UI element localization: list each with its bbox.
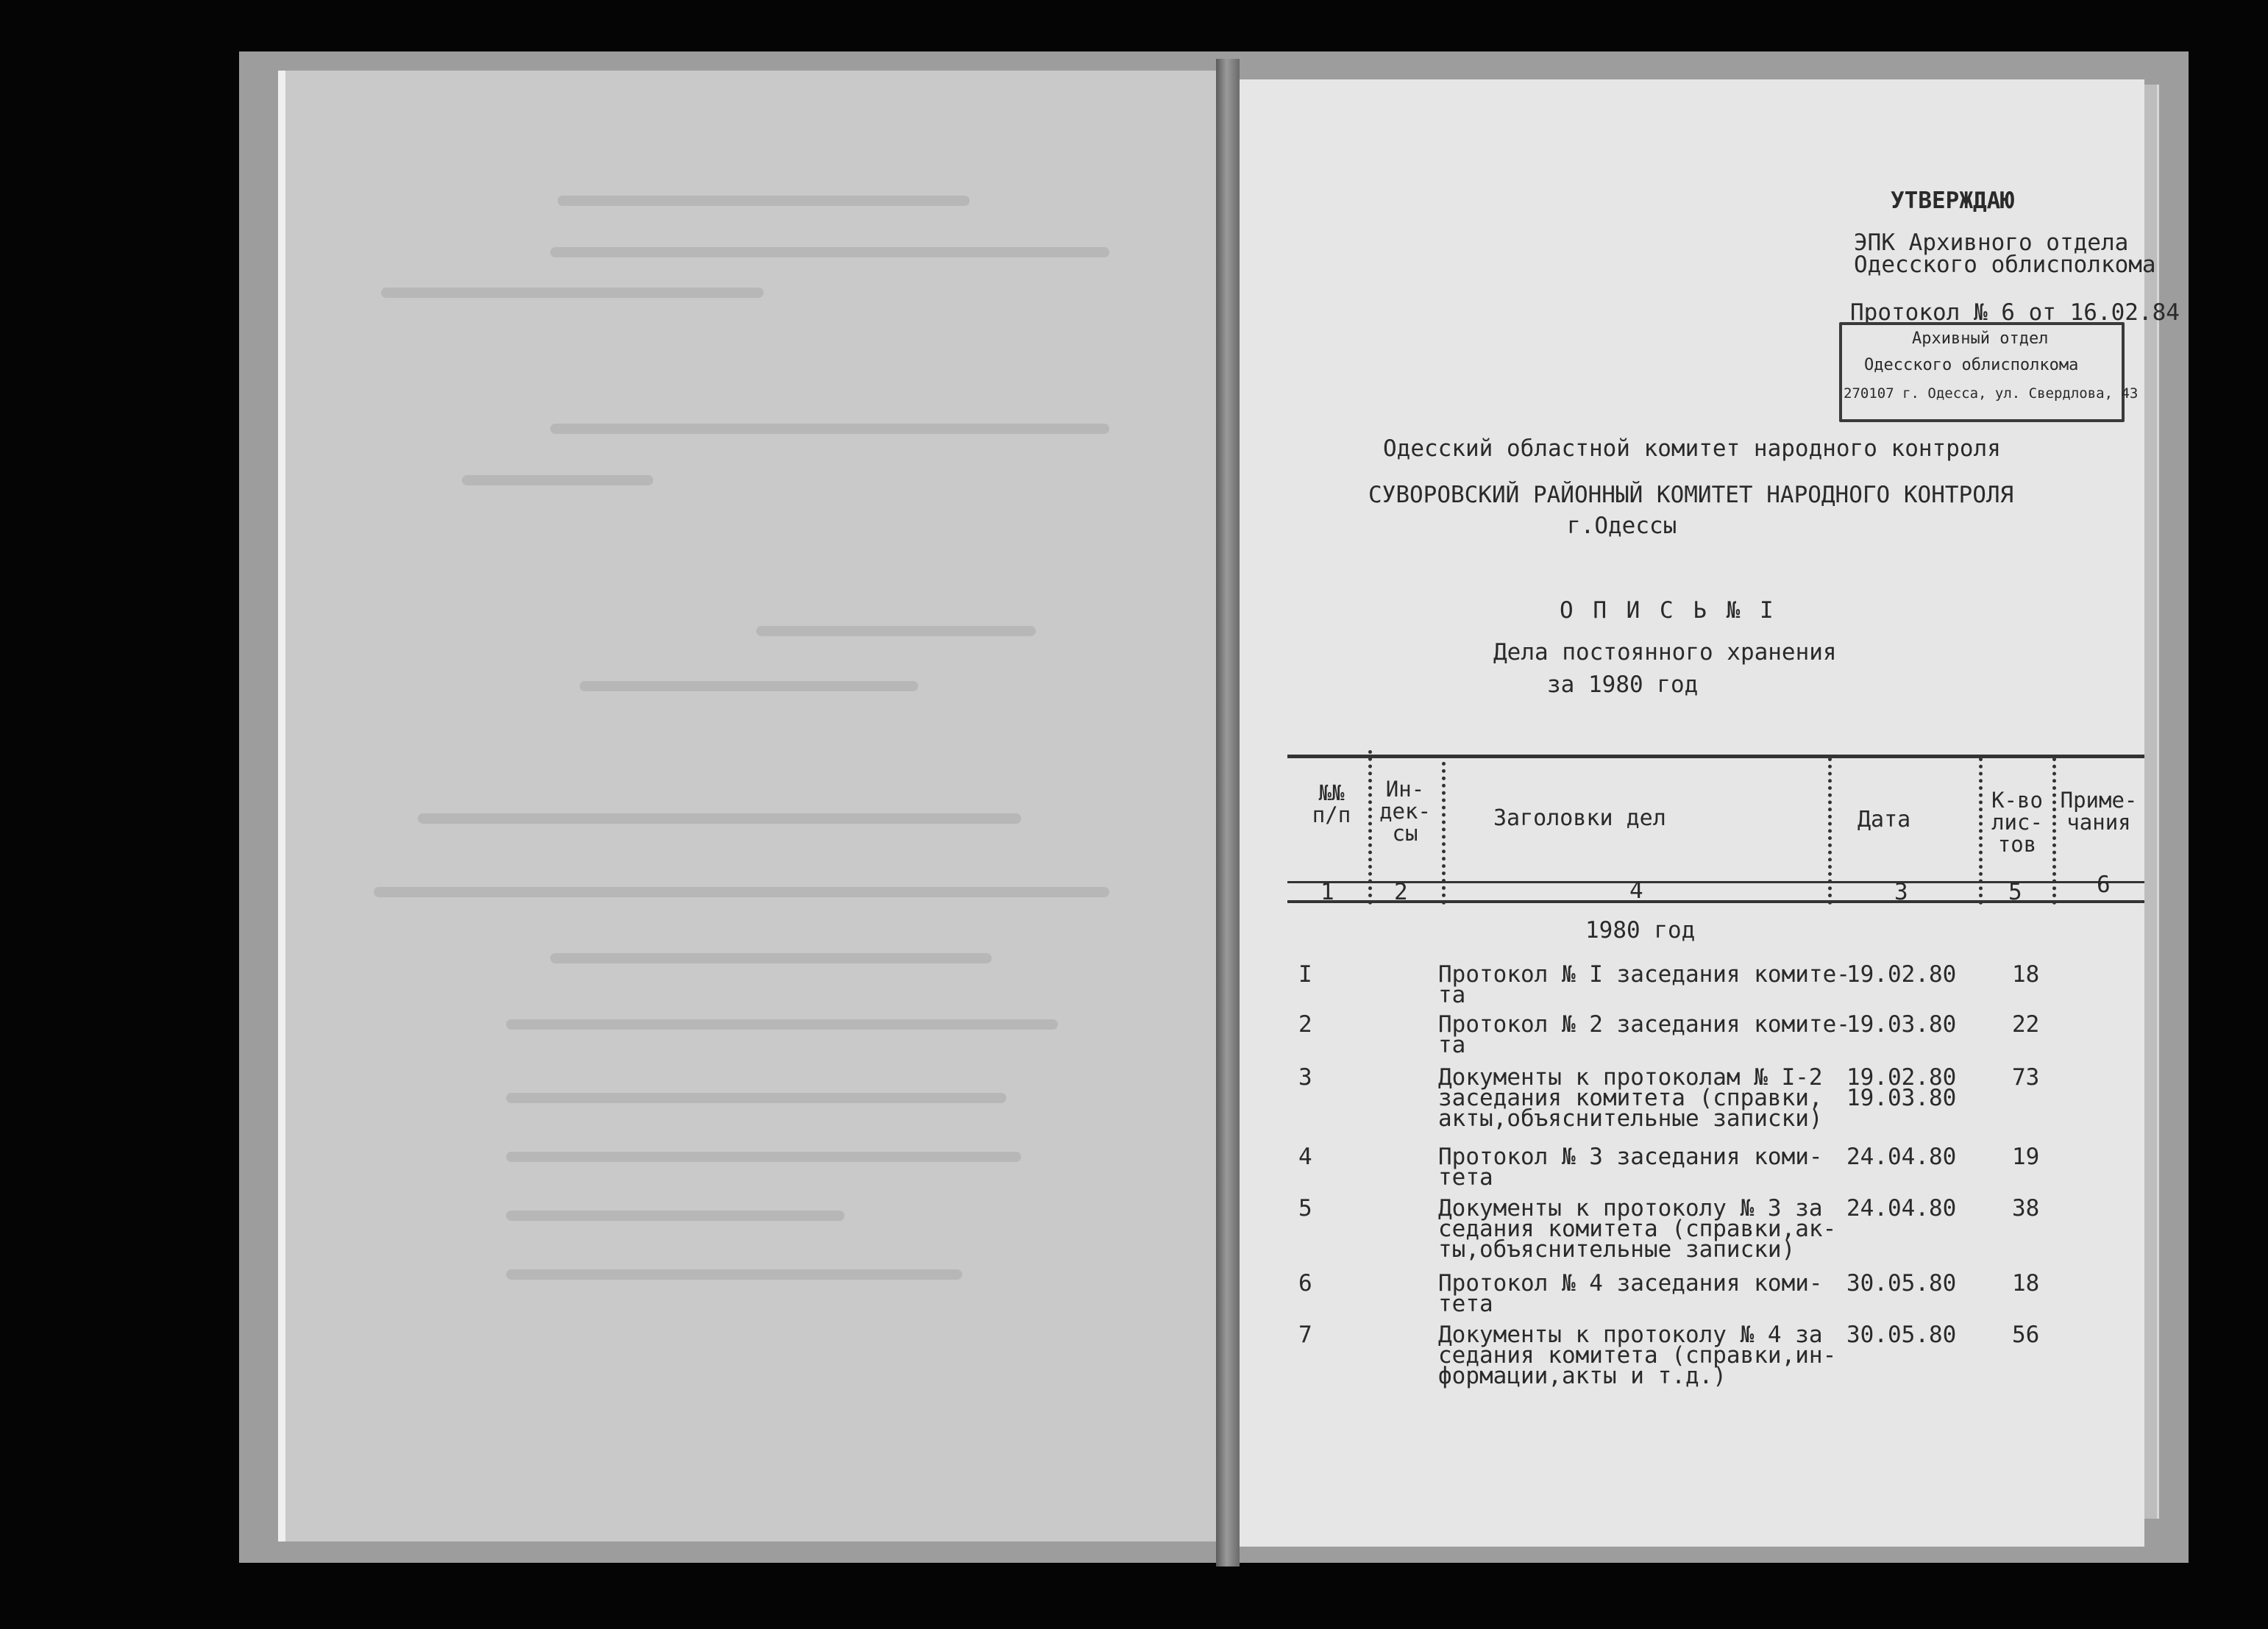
- col-divider: [1979, 758, 1983, 905]
- row-sheets: 22: [2012, 1011, 2040, 1038]
- inventory-page: [1240, 79, 2180, 1547]
- column-number: 4: [1629, 877, 1643, 904]
- row-title-line: Документы к протоколу № 4 за: [1438, 1322, 1823, 1348]
- header-index-line: дек-: [1379, 799, 1431, 824]
- stamp-line3: 270107 г. Одесса, ул. Свердлова, 43: [1844, 385, 2139, 402]
- header-num-line: п/п: [1312, 802, 1351, 827]
- row-title-line: акты,объяснительные записки): [1438, 1105, 1823, 1132]
- year-line: за 1980 год: [1547, 671, 1699, 698]
- header-index-line: Ин-: [1385, 777, 1425, 802]
- row-sheets: 18: [2012, 961, 2040, 988]
- column-number: 2: [1394, 879, 1408, 905]
- col-divider: [1442, 755, 1446, 905]
- header-index-line: сы: [1392, 821, 1418, 846]
- storage-title: Дела постоянного хранения: [1493, 639, 1837, 666]
- row-number: I: [1298, 961, 1312, 988]
- row-title-line: формации,акты и т.д.): [1438, 1363, 1727, 1389]
- row-date: 30.05.80: [1846, 1270, 1957, 1297]
- row-date: 19.03.80: [1846, 1085, 1957, 1111]
- header-num: [1302, 782, 1361, 826]
- row-number: 3: [1298, 1064, 1312, 1091]
- row-sheets: 73: [2012, 1064, 2040, 1091]
- row-sheets: 38: [2012, 1195, 2040, 1222]
- city: г.Одессы: [1567, 513, 1677, 539]
- header-title: Заголовки дел: [1493, 805, 1666, 831]
- row-title-line: Протокол № I заседания комите-: [1438, 961, 1850, 988]
- book-spine: [1216, 59, 1240, 1566]
- row-number: 6: [1298, 1270, 1312, 1297]
- row-title-line: тета: [1438, 1164, 1493, 1191]
- row-date: 19.02.80: [1846, 961, 1957, 988]
- row-number: 2: [1298, 1011, 1312, 1038]
- row-sheets: 18: [2012, 1270, 2040, 1297]
- column-number: 3: [1894, 879, 1908, 905]
- row-number: 7: [1298, 1322, 1312, 1348]
- section-year: 1980 год: [1585, 917, 1696, 944]
- column-number: 5: [2008, 879, 2022, 905]
- inventory-title: О П И С Ь № I: [1560, 597, 1777, 624]
- committee-district: СУВОРОВСКИЙ РАЙОННЫЙ КОМИТЕТ НАРОДНОГО КОНТРОЛЯ: [1368, 482, 2014, 508]
- row-title-line: та: [1438, 1032, 1466, 1058]
- approval-title: УТВЕРЖДАЮ: [1891, 188, 2014, 214]
- stamp-line2: Одесского облисполкома: [1864, 356, 2079, 374]
- row-sheets: 56: [2012, 1322, 2040, 1348]
- col-divider: [1828, 758, 1832, 905]
- column-number: 6: [2097, 871, 2111, 898]
- row-date: 19.02.80: [1846, 1064, 1957, 1091]
- row-date: 30.05.80: [1846, 1322, 1957, 1348]
- col-divider: [1368, 750, 1372, 905]
- header-num-line: №№: [1318, 780, 1345, 805]
- header-index: [1376, 778, 1435, 844]
- row-title-line: тета: [1438, 1291, 1493, 1317]
- row-title-line: Протокол № 3 заседания коми-: [1438, 1144, 1823, 1170]
- left-page-blank: [278, 71, 1216, 1541]
- stamp-line1: Архивный отдел: [1912, 329, 2049, 348]
- header-sheets: [1984, 789, 2050, 855]
- header-notes-line: Приме-: [2060, 788, 2138, 813]
- row-title-line: Протокол № 4 заседания коми-: [1438, 1270, 1823, 1297]
- header-notes: [2055, 789, 2143, 833]
- row-title-line: заседания комитета (справки,: [1438, 1085, 1823, 1111]
- table-top-rule: [1287, 755, 2144, 758]
- approval-protocol: Протокол № 6 от 16.02.84: [1850, 299, 2180, 326]
- committee-regional: Одесский областной комитет народного контроля: [1383, 435, 2001, 462]
- approval-body-line1: ЭПК Архивного отдела: [1854, 229, 2129, 256]
- archive-stamp: [1839, 322, 2139, 422]
- row-title-line: та: [1438, 982, 1466, 1008]
- row-title-line: ты,объяснительные записки): [1438, 1236, 1796, 1263]
- approval-body-line2: Одесского облисполкома: [1854, 252, 2156, 278]
- row-title-line: Документы к протоколу № 3 за: [1438, 1195, 1823, 1222]
- row-number: 5: [1298, 1195, 1312, 1222]
- header-sheets-line: тов: [1997, 832, 2037, 857]
- header-notes-line: чания: [2066, 810, 2131, 835]
- row-date: 24.04.80: [1846, 1195, 1957, 1222]
- column-number: 1: [1320, 879, 1334, 905]
- row-title-line: седания комитета (справки,ак-: [1438, 1216, 1837, 1242]
- header-date: Дата: [1858, 807, 1911, 833]
- row-sheets: 19: [2012, 1144, 2040, 1170]
- row-date: 24.04.80: [1846, 1144, 1957, 1170]
- header-sheets-line: лис-: [1991, 810, 2043, 835]
- row-title-line: Документы к протоколам № I-2: [1438, 1064, 1823, 1091]
- row-date: 19.03.80: [1846, 1011, 1957, 1038]
- row-number: 4: [1298, 1144, 1312, 1170]
- row-title-line: Протокол № 2 заседания комите-: [1438, 1011, 1850, 1038]
- row-title-line: седания комитета (справки,ин-: [1438, 1342, 1837, 1369]
- header-sheets-line: К-во: [1991, 788, 2043, 813]
